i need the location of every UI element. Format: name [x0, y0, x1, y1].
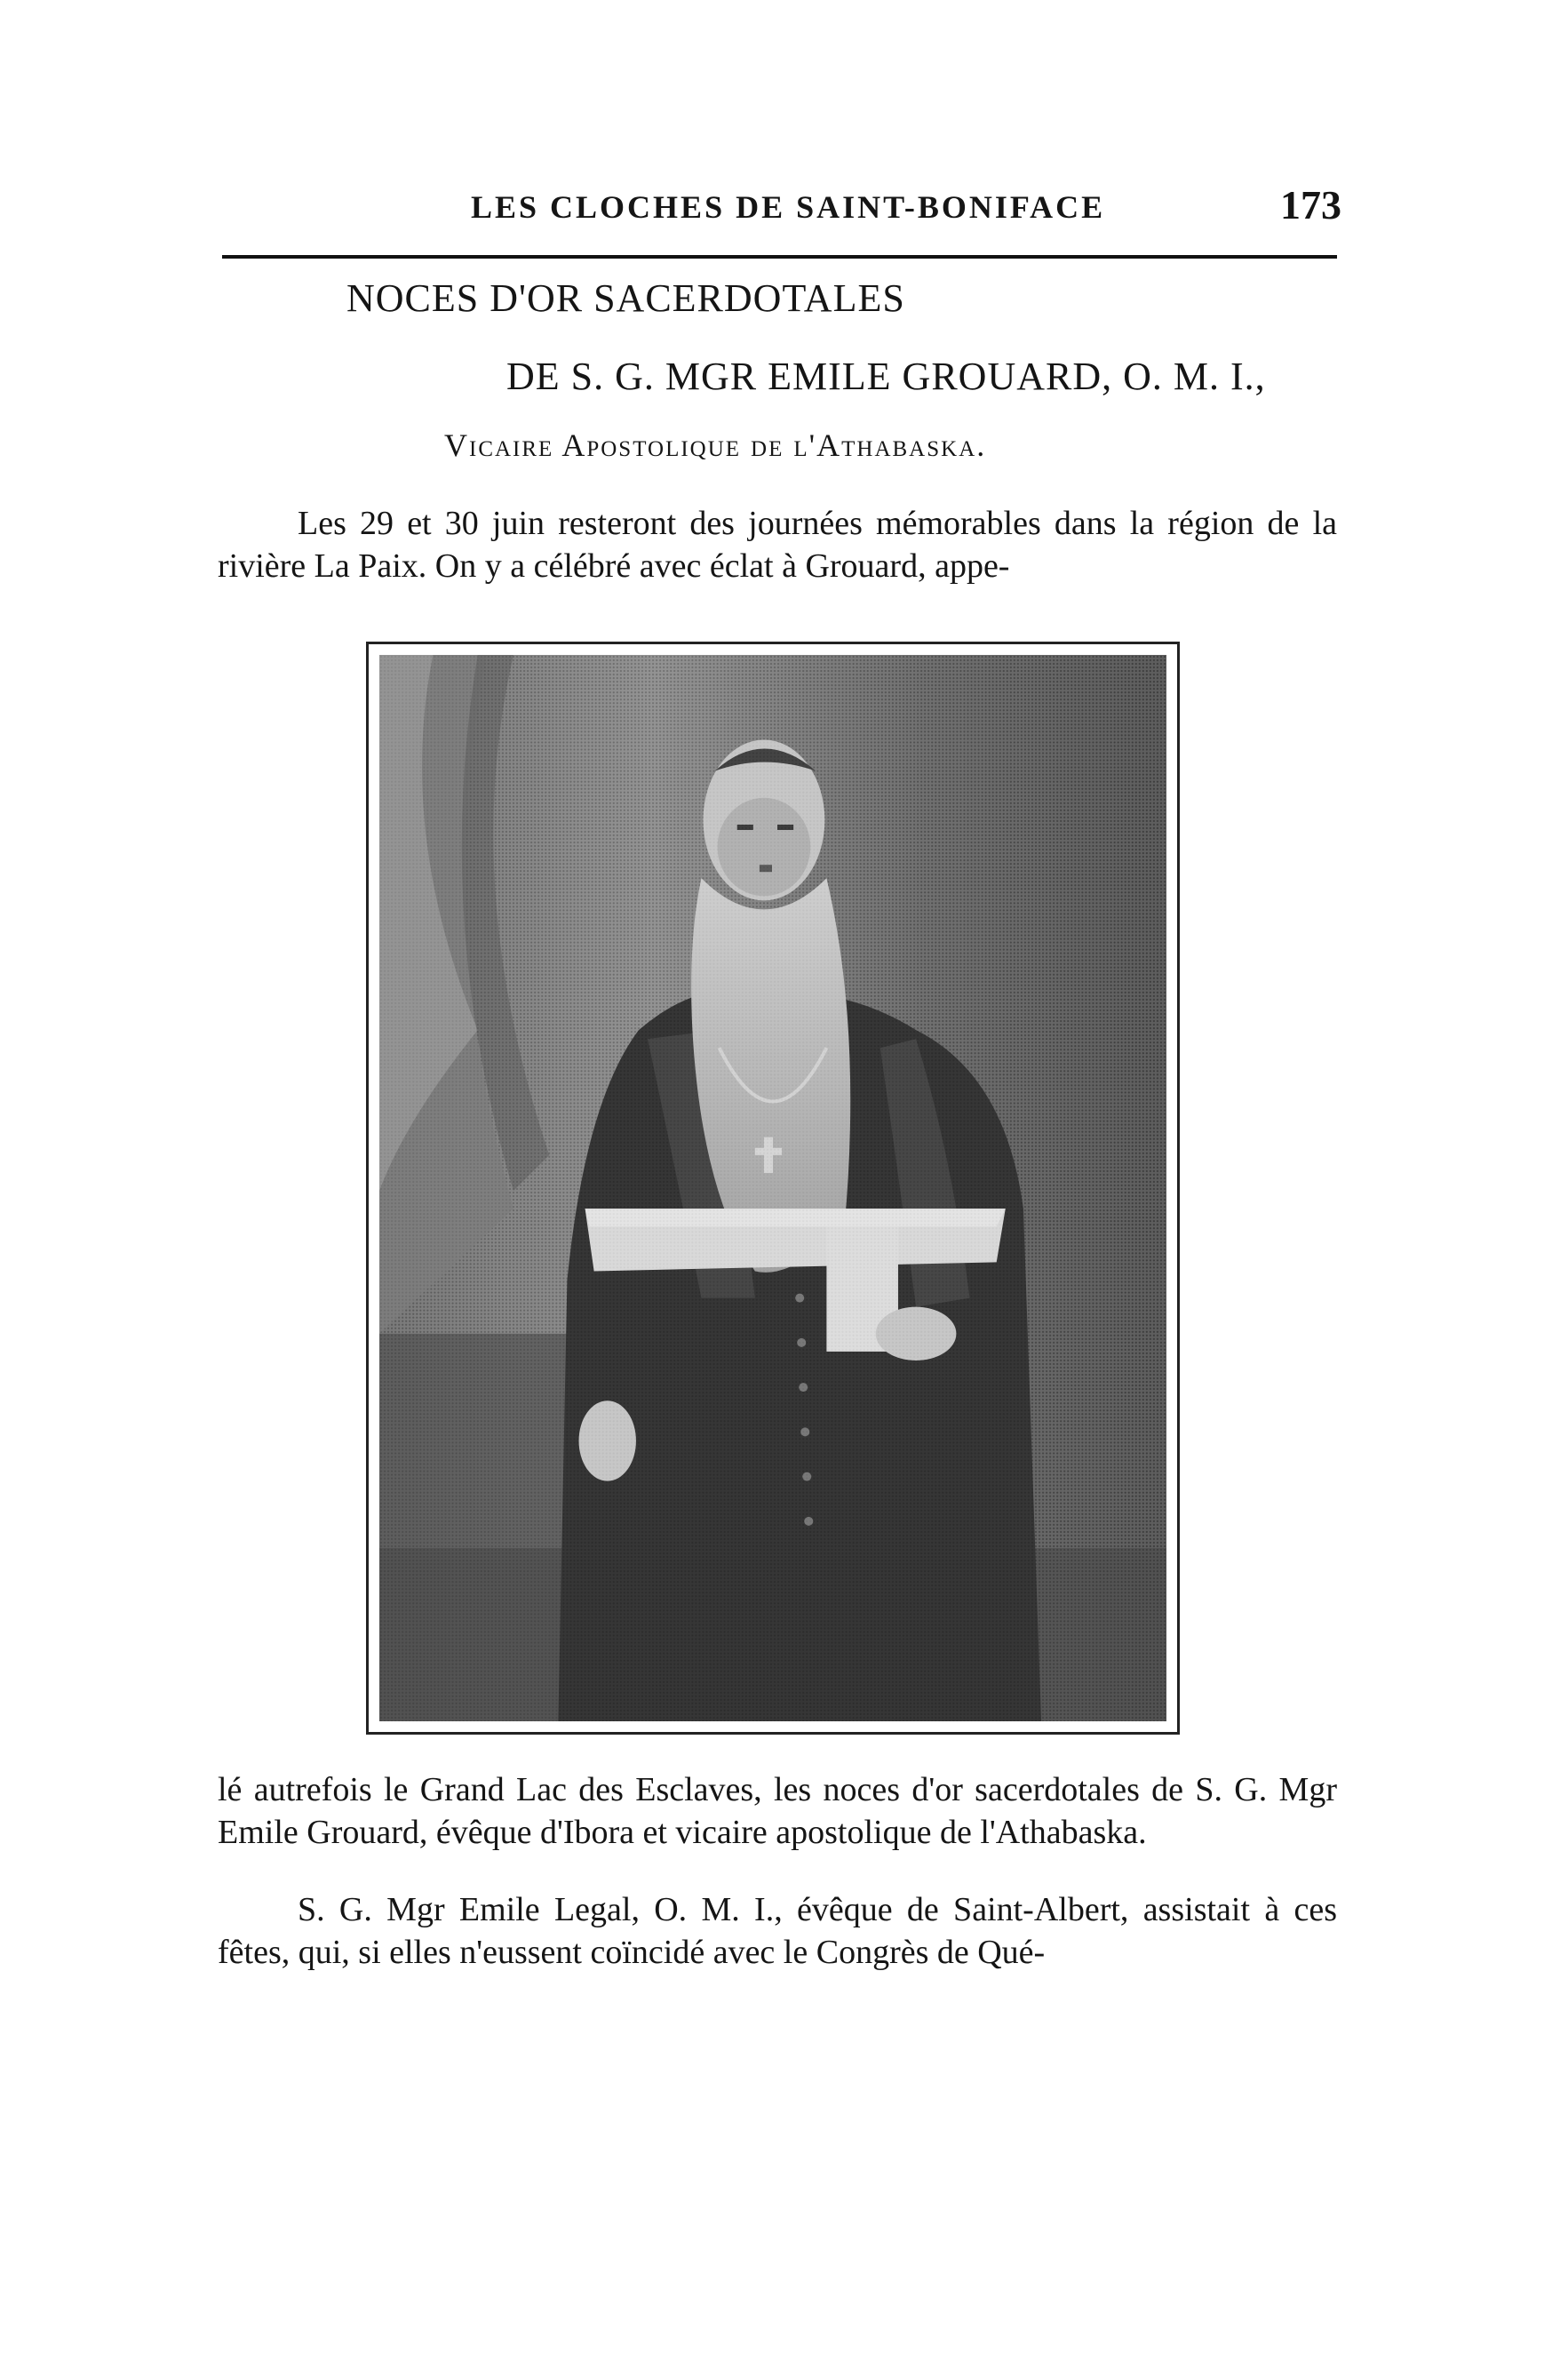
page-number: 173 — [1280, 182, 1341, 227]
article-title: NOCES D'OR SACERDOTALES — [346, 276, 905, 320]
portrait-photograph — [366, 642, 1180, 1735]
article-subtitle: DE S. G. MGR EMILE GROUARD, O. M. I., — [506, 355, 1266, 398]
portrait-image — [379, 655, 1166, 1721]
paragraph-2: lé autrefois le Grand Lac des Esclaves, les noces d'or sacerdotales de S. G. Mgr Emile Grouard, évêque d'Ibora et vicaire apostolique de l'Athabaska. — [218, 1771, 1337, 1851]
article-byline: Vicaire Apostolique de l'Athabaska. — [444, 427, 987, 463]
paragraph-1: Les 29 et 30 juin resteront des journées mémorables dans la région de la rivière La Paix. On y a célébré avec éclat à Grouard, appe- — [218, 505, 1337, 585]
header-rule — [222, 255, 1337, 259]
running-title: LES CLOCHES DE SAINT-BONIFACE — [471, 189, 1106, 225]
running-header — [222, 182, 1341, 233]
paragraph-3: S. G. Mgr Emile Legal, O. M. I., évêque de Saint-Albert, assistait à ces fêtes, qui, si elles n'eussent coïncidé avec le Congrès de Qué- — [218, 1891, 1337, 1971]
